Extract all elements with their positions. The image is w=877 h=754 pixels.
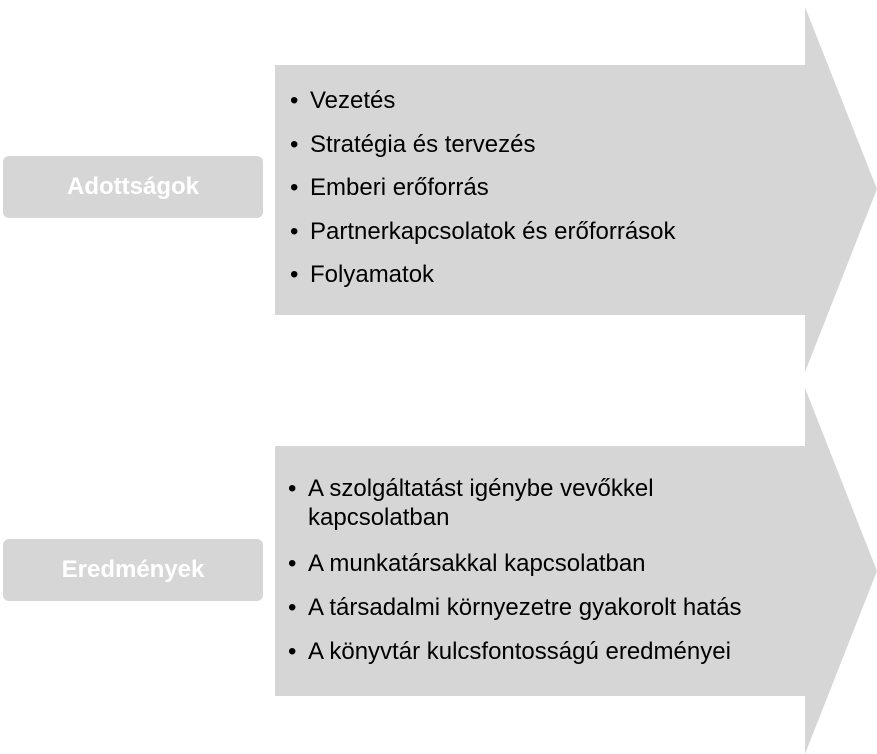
list-item-text: A szolgáltatást igénybe vevőkkel kapcsolatban — [308, 475, 654, 531]
results-label: Eredmények — [3, 539, 263, 601]
results-list — [286, 474, 846, 681]
bullet-icon: • — [290, 130, 299, 158]
list-item-text: A társadalmi környezetre gyakorolt hatás — [308, 594, 742, 621]
list-item-text: Partnerkapcsolatok és erőforrások — [310, 217, 676, 245]
list-item — [288, 217, 788, 246]
list-item — [288, 173, 788, 202]
list-item — [288, 260, 788, 289]
bullet-icon: • — [288, 594, 297, 621]
list-item — [288, 86, 788, 115]
list-item-text: Stratégia és tervezés — [310, 130, 536, 158]
list-item — [286, 474, 758, 532]
bullet-icon: • — [290, 87, 299, 114]
list-item — [286, 549, 846, 578]
list-item-text: A munkatársakkal kapcsolatban — [308, 550, 646, 577]
bullet-icon: • — [288, 550, 297, 577]
bullet-icon: • — [288, 638, 297, 665]
bullet-icon: • — [290, 174, 299, 201]
capabilities-label: Adottságok — [3, 156, 263, 218]
list-item-text: A könyvtár kulcsfontosságú eredményei — [308, 638, 731, 665]
bullet-icon: • — [290, 217, 299, 245]
list-item — [286, 637, 846, 666]
list-item — [288, 130, 788, 159]
list-item — [286, 593, 846, 622]
list-item-text: Folyamatok — [310, 261, 435, 288]
capabilities-list — [288, 86, 788, 304]
list-item-text: Emberi erőforrás — [310, 174, 489, 201]
bullet-icon: • — [288, 475, 297, 502]
list-item-text: Vezetés — [310, 87, 396, 114]
bullet-icon: • — [290, 261, 299, 288]
